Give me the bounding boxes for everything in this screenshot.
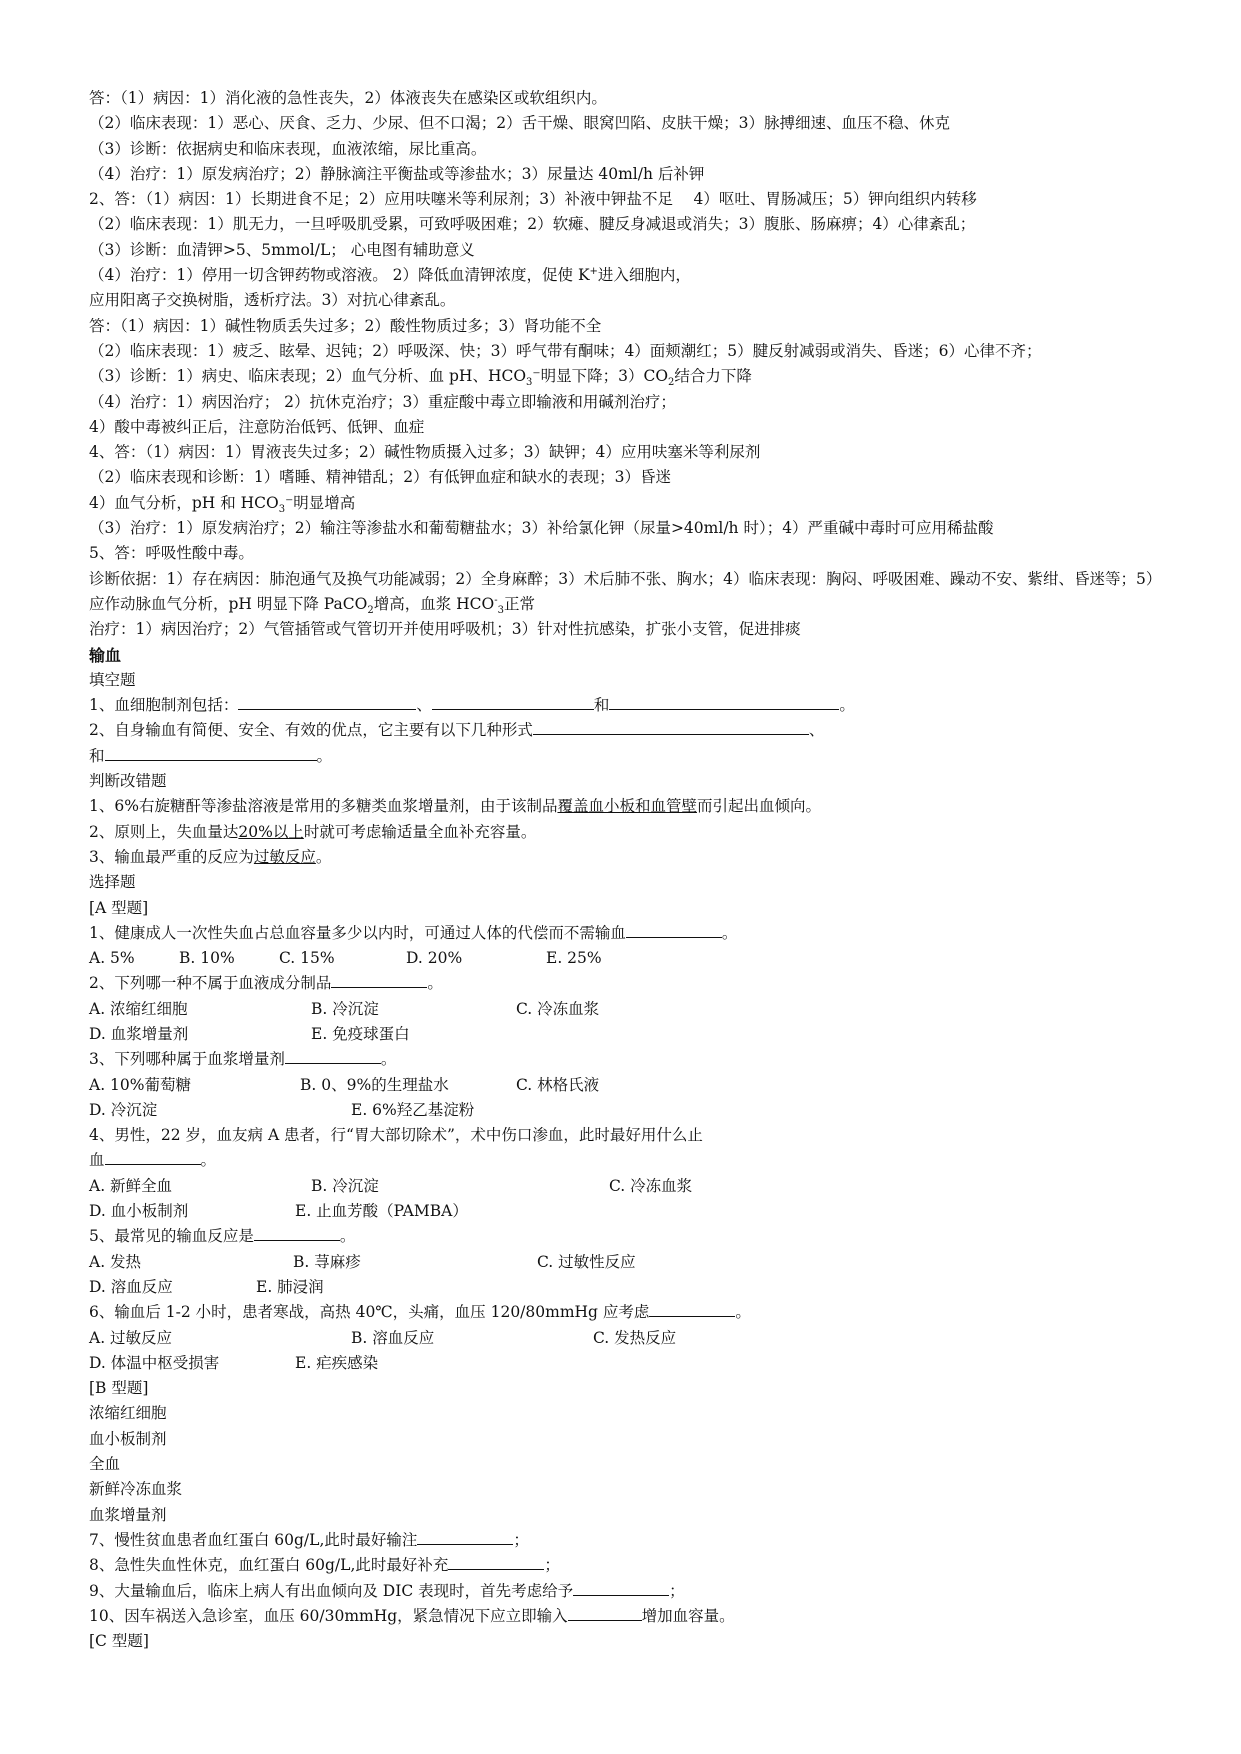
answer-line — [89, 162, 1169, 187]
choice-question — [89, 1300, 1169, 1325]
judge-question — [89, 794, 1169, 819]
text: （2）临床表现：1）肌无力，一旦呼吸肌受累，可致呼吸困难；2）软瘫、腱反身减退或消失；3）腹胀、肠麻痹；4）心律紊乱； — [89, 215, 976, 234]
judge-question — [89, 845, 1169, 870]
answer-line — [89, 263, 1169, 288]
option[interactable]: D. 体温中枢受损害 — [89, 1353, 220, 1372]
choice-question — [89, 1604, 1169, 1629]
text: 1、6%右旋糖酐等渗盐溶液是常用的多糖类血浆增量剂，由于该制品 — [89, 797, 558, 816]
choice-question — [89, 971, 1169, 996]
choice-options — [89, 946, 1169, 971]
text: （3）治疗：1）原发病治疗；2）输注等渗盐水和葡萄糖盐水；3）补给氯化钾（尿量>40ml/h 时）；4）严重碱中毒时可应用稀盐酸 — [89, 519, 994, 538]
option[interactable]: C. 过敏性反应 — [537, 1252, 636, 1271]
choice-question — [89, 1148, 1169, 1173]
text: 应用阳离子交换树脂，透析疗法。3）对抗心律紊乱。 — [89, 291, 456, 310]
subscript: 2 — [367, 605, 374, 617]
text: ； — [669, 1581, 685, 1600]
answer-blank[interactable] — [533, 718, 809, 735]
answer-line — [89, 541, 1169, 566]
answer-blank[interactable] — [609, 693, 839, 710]
option[interactable]: C. 发热反应 — [593, 1328, 677, 1347]
text: 4）血气分析，pH 和 HCO — [89, 493, 279, 512]
text: 1、血细胞制剂包括： — [89, 696, 239, 715]
judge-question — [89, 820, 1169, 845]
text: 5、最常见的输血反应是 — [89, 1227, 254, 1246]
text: 。 — [315, 847, 332, 866]
subscript: 3 — [526, 377, 533, 389]
answer-line — [89, 617, 1169, 642]
text: 增加血容量。 — [641, 1606, 735, 1625]
answer-line — [89, 516, 1169, 541]
option[interactable]: E. 25% — [546, 949, 602, 968]
choice-options — [89, 997, 1169, 1022]
text: 。 — [200, 1151, 217, 1170]
answer-blank[interactable] — [254, 1224, 340, 1241]
subsection-title: 判断改错题 — [89, 772, 167, 791]
text: 5、答：呼吸性酸中毒。 — [89, 544, 254, 563]
question-type-label: [B 型题] — [89, 1379, 149, 1398]
text: 4、答：（1）病因：1）胃液丧失过多；2）碱性物质摄入过多；3）缺钾；4）应用呋塞米等利尿剂 — [89, 443, 761, 462]
text: 治疗：1）病因治疗；2）气管插管或气管切开并使用呼吸机；3）针对性抗感染，扩张小支管，促进排痰 — [89, 620, 801, 639]
answer-line — [89, 364, 1169, 389]
text: 3、下列哪种属于血浆增量剂 — [89, 1050, 285, 1069]
answer-line — [89, 440, 1169, 465]
choice-options — [89, 1073, 1169, 1098]
text: （4）治疗：1）原发病治疗；2）静脉滴注平衡盐或等渗盐水；3）尿量达 40ml/h 后补钾 — [89, 164, 705, 183]
option[interactable]: C. 林格氏液 — [516, 1075, 600, 1094]
option[interactable]: E. 肺浸润 — [256, 1277, 324, 1296]
option[interactable]: A. 过敏反应 — [89, 1328, 173, 1347]
answer-line — [89, 314, 1169, 339]
answer-line — [89, 187, 1169, 212]
option[interactable]: B. 荨麻疹 — [293, 1252, 361, 1271]
option[interactable]: E. 止血芳酸（PAMBA） — [295, 1202, 468, 1221]
document-body — [89, 86, 1169, 1654]
subsection-title: 填空题 — [89, 670, 136, 689]
superscript: - — [494, 594, 498, 606]
b-option: 血小板制剂 — [89, 1429, 167, 1448]
answer-line — [89, 86, 1169, 111]
answer-blank[interactable] — [573, 1579, 669, 1596]
choice-question — [89, 1579, 1169, 1604]
text: （2）临床表现：1）疲乏、眩晕、迟钝；2）呼吸深、快；3）呼气带有酮味；4）面颊潮红；5）腱反射减弱或消失、昏迷；6）心律不齐； — [89, 341, 1042, 360]
option[interactable]: D. 血浆增量剂 — [89, 1024, 189, 1043]
text: 答：（1）病因：1）消化液的急性丧失，2）体液丧失在感染区或软组织内。 — [89, 89, 607, 107]
b-option: 新鲜冷冻血浆 — [89, 1480, 183, 1499]
answer-blank[interactable] — [238, 693, 416, 710]
text: 诊断依据：1）存在病因：肺泡通气及换气功能减弱；2）全身麻醉；3）术后肺不张、胸水；4）临床表现：胸闷、呼吸困难、躁动不安、紫绀、昏迷等；5）应作动脉血气分析，pH 明显下降 PaCO — [89, 569, 1162, 613]
answer-line — [89, 465, 1169, 490]
answer-blank[interactable] — [568, 1604, 642, 1621]
text: 、 — [808, 721, 825, 740]
answer-line — [89, 491, 1169, 516]
answer-blank[interactable] — [626, 921, 722, 938]
text: 、 — [416, 696, 432, 715]
text: ⁻明显增高 — [285, 493, 356, 512]
choice-options — [89, 1199, 1169, 1224]
option[interactable]: C. 冷冻血浆 — [609, 1176, 693, 1195]
answer-line — [89, 390, 1169, 415]
text: 。 — [380, 1050, 397, 1069]
choice-question — [89, 1224, 1169, 1249]
text: 3、输血最严重的反应为 — [89, 847, 254, 866]
text: ； — [544, 1556, 560, 1575]
choice-options — [89, 1351, 1169, 1376]
text: ； — [513, 1530, 529, 1549]
text: 8、急性失血性休克，血红蛋白 60g/L,此时最好补充 — [89, 1556, 449, 1575]
answer-line — [89, 212, 1169, 237]
fill-question — [89, 744, 1169, 769]
text: 1、健康成人一次性失血占总血容量多少以内时，可通过人体的代偿而不需输血 — [89, 923, 626, 942]
option[interactable]: B. 10% — [179, 949, 235, 968]
option[interactable]: C. 冷冻血浆 — [516, 999, 600, 1018]
subscript: 2 — [668, 377, 675, 389]
answer-blank[interactable] — [331, 971, 427, 988]
section-title: 输血 — [89, 645, 122, 665]
answer-line — [89, 137, 1169, 162]
text: 和 — [89, 746, 105, 765]
text: 。 — [427, 974, 443, 993]
option[interactable]: A. 新鲜全血 — [89, 1176, 173, 1195]
text: （3）诊断：依据病史和临床表现，血液浓缩，尿比重高。 — [89, 139, 487, 158]
text: 。 — [721, 923, 738, 942]
text: 2、自身输血有简便、安全、有效的优点，它主要有以下几种形式 — [89, 721, 533, 740]
text: 2、答：（1）病因：1）长期进食不足；2）应用呋噻米等利尿剂；3）补液中钾盐不足 4）呕吐、胃肠减压；5）钾向组织内转移 — [89, 190, 977, 209]
choice-question — [89, 921, 1169, 946]
text: （4）治疗：1）病因治疗； 2）抗休克治疗；3）重症酸中毒立即输液和用碱剂治疗； — [89, 392, 676, 411]
text: （2）临床表现和诊断：1）嗜睡、精神错乱；2）有低钾血症和缺水的表现；3）昏迷 — [89, 468, 671, 487]
underlined-text: 覆盖血小板和血管壁 — [557, 797, 697, 816]
underlined-text: 过敏反应 — [253, 847, 316, 866]
underlined-text: 20%以上 — [238, 822, 304, 841]
superscript: + — [589, 265, 598, 277]
text: 4）酸中毒被纠正后，注意防治低钙、低钾、血症 — [89, 417, 425, 436]
text: （4）治疗：1）停用一切含钾药物或溶液。 2）降低血清钾浓度，促使 K — [89, 266, 590, 285]
b-option: 浓缩红细胞 — [89, 1404, 167, 1423]
answer-line — [89, 288, 1169, 313]
question-type-label: [C 型题] — [89, 1632, 149, 1651]
answer-blank[interactable] — [285, 1047, 381, 1064]
text: 。 — [735, 1303, 751, 1322]
text: 时就可考虑输适量全血补充容量。 — [303, 822, 537, 841]
option[interactable]: D. 冷沉淀 — [89, 1100, 158, 1119]
choice-question — [89, 1553, 1169, 1578]
answer-line — [89, 238, 1169, 263]
option[interactable]: E. 6%羟乙基淀粉 — [351, 1100, 475, 1119]
text: 结合力下降 — [674, 367, 752, 386]
text: 。 — [316, 746, 333, 765]
text: 增高，血浆 HCO — [373, 594, 495, 613]
option[interactable]: B. 冷沉淀 — [311, 999, 379, 1018]
option[interactable]: A. 5% — [89, 949, 135, 968]
option[interactable]: D. 20% — [406, 949, 463, 968]
question-type-label: [A 型题] — [89, 898, 149, 917]
choice-options — [89, 1174, 1169, 1199]
text: 9、大量输血后，临床上病人有出血倾向及 DIC 表现时，首先考虑给予 — [89, 1581, 574, 1600]
choice-question — [89, 1047, 1169, 1072]
text: 和 — [593, 696, 610, 715]
option[interactable]: B. 冷沉淀 — [311, 1176, 379, 1195]
text: （3）诊断：1）病史、临床表现；2）血气分析、血 pH、HCO — [89, 367, 527, 386]
answer-line — [89, 339, 1169, 364]
fill-question — [89, 693, 1169, 718]
fill-question — [89, 718, 1169, 743]
choice-options — [89, 1098, 1169, 1123]
answer-blank[interactable] — [448, 1553, 544, 1570]
option[interactable]: E. 免疫球蛋白 — [311, 1024, 410, 1043]
text: ⁻明显下降；3）CO — [532, 367, 669, 386]
answer-blank[interactable] — [432, 693, 594, 710]
text: 。 — [839, 696, 855, 715]
choice-question — [89, 1528, 1169, 1553]
text: 答：（1）病因：1）碱性物质丢失过多；2）酸性物质过多；3）肾功能不全 — [89, 316, 602, 335]
text: 7、慢性贫血患者血红蛋白 60g/L,此时最好输注 — [89, 1530, 418, 1549]
subscript: 3 — [497, 605, 504, 617]
subscript: 3 — [278, 503, 286, 515]
text: 4、男性，22 岁，血友病 A 患者，行“胃大部切除术”，术中伤口渗血，此时最好用什么止 — [89, 1126, 703, 1145]
text: 。 — [339, 1227, 356, 1246]
option[interactable]: A. 10%葡萄糖 — [89, 1075, 191, 1094]
subsection-title: 选择题 — [89, 873, 136, 892]
option[interactable]: A. 发热 — [89, 1252, 142, 1271]
text: 2、下列哪一种不属于血液成分制品 — [89, 974, 332, 993]
choice-options — [89, 1250, 1169, 1275]
option[interactable]: B. 溶血反应 — [351, 1328, 435, 1347]
b-option: 血浆增量剂 — [89, 1505, 167, 1524]
text: 10、因车祸送入急诊室，血压 60/30mmHg，紧急情况下应立即输入 — [89, 1606, 568, 1625]
answer-line — [89, 415, 1169, 440]
option[interactable]: C. 15% — [279, 949, 335, 968]
text: 进入细胞内， — [597, 266, 691, 285]
text: 6、输血后 1-2 小时，患者寒战，高热 40℃，头痛，血压 120/80mmHg 应考虑 — [89, 1303, 650, 1322]
option[interactable]: D. 血小板制剂 — [89, 1202, 189, 1221]
answer-line — [89, 567, 1169, 618]
text: 2、原则上，失血量达 — [89, 822, 239, 841]
option[interactable]: E. 疟疾感染 — [295, 1353, 379, 1372]
answer-blank[interactable] — [649, 1300, 735, 1317]
text: 血 — [89, 1151, 105, 1170]
option[interactable]: B. 0、9%的生理盐水 — [300, 1075, 449, 1094]
option[interactable]: A. 浓缩红细胞 — [89, 999, 188, 1018]
answer-line — [89, 111, 1169, 136]
answer-blank[interactable] — [105, 744, 317, 761]
text: （2）临床表现：1）恶心、厌食、乏力、少尿、但不口渴；2）舌干燥、眼窝凹陷、皮肤干燥；3）脉搏细速、血压不稳、休克 — [89, 114, 950, 133]
choice-options — [89, 1326, 1169, 1351]
choice-question — [89, 1123, 1169, 1148]
choice-options — [89, 1022, 1169, 1047]
text: （3）诊断：血清钾>5、5mmol/L； 心电图有辅助意义 — [89, 240, 475, 259]
text: 而引起出血倾向。 — [696, 797, 821, 816]
text: 正常 — [504, 594, 536, 613]
choice-options — [89, 1275, 1169, 1300]
b-option: 全血 — [89, 1455, 121, 1474]
option[interactable]: D. 溶血反应 — [89, 1277, 173, 1296]
answer-blank[interactable] — [105, 1148, 201, 1165]
answer-blank[interactable] — [417, 1528, 513, 1545]
